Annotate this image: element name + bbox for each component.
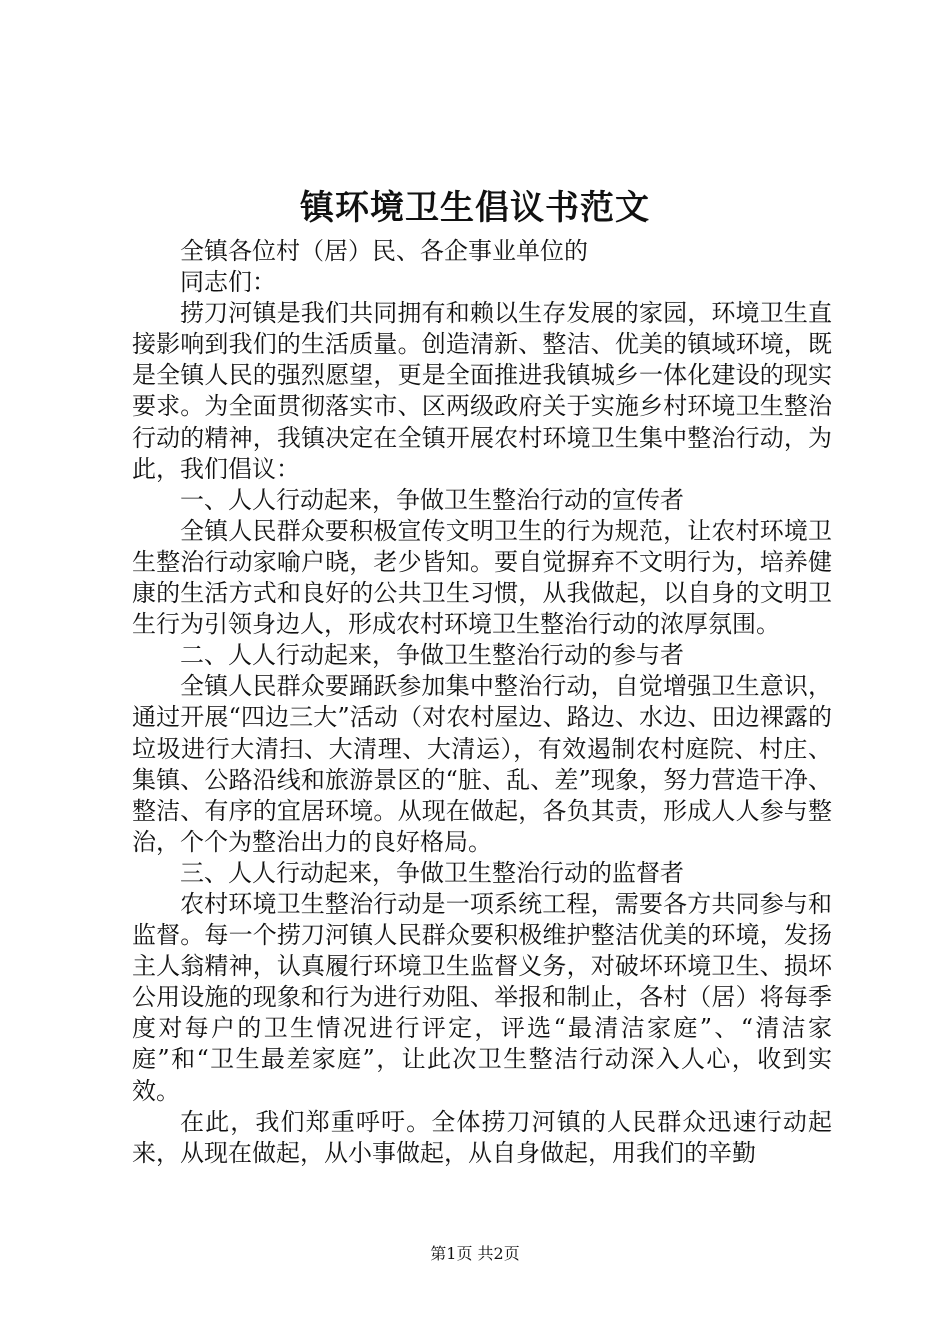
section-heading: 二、人人行动起来，争做卫生整治行动的参与者 bbox=[180, 641, 684, 670]
document-body bbox=[132, 236, 832, 1169]
salutation-line: 全镇各位村（居）民、各企事业单位的 bbox=[180, 237, 588, 265]
section-heading: 一、人人行动起来，争做卫生整治行动的宣传者 bbox=[180, 485, 684, 514]
page-number-footer: 第1页 共2页 bbox=[430, 1244, 520, 1263]
body-paragraph: 农村环境卫生整治行动是一项系统工程，需要各方共同参与和监督。每一个捞刀河镇人民群众要积极维护整洁优美的环境，发扬主人翁精神，认真履行环境卫生监督义务，对破坏环境卫生、损坏公用设施的现象和行为进行劝阻、举报和制止，各村（居）将每季度对每户的卫生情况进行评定，评选“最清洁家庭”、“清洁家庭”和“卫生最差家庭”，让此次卫生整洁行动深入人心，收到实效。 bbox=[132, 889, 832, 1105]
body-paragraph: 在此，我们郑重呼吁。全体捞刀河镇的人民群众迅速行动起来，从现在做起，从小事做起，从自身做起，用我们的辛勤 bbox=[132, 1107, 832, 1167]
document-title: 镇环境卫生倡议书范文 bbox=[300, 188, 650, 228]
body-paragraph: 捞刀河镇是我们共同拥有和赖以生存发展的家园，环境卫生直接影响到我们的生活质量。创造清新、整洁、优美的镇域环境，既是全镇人民的强烈愿望，更是全面推进我镇城乡一体化建设的现实要求。为全面贯彻落实市、区两级政府关于实施乡村环境卫生整治行动的精神，我镇决定在全镇开展农村环境卫生集中整治行动，为此，我们倡议： bbox=[132, 299, 832, 483]
body-paragraph: 全镇人民群众要积极宣传文明卫生的行为规范，让农村环境卫生整治行动家喻户晓，老少皆知。要自觉摒弃不文明行为，培养健康的生活方式和良好的公共卫生习惯，从我做起，以自身的文明卫生行为引领身边人，形成农村环境卫生整治行动的浓厚氛围。 bbox=[132, 516, 832, 639]
section-heading: 三、人人行动起来，争做卫生整治行动的监督者 bbox=[180, 858, 684, 887]
salutation-line: 同志们： bbox=[180, 268, 276, 297]
body-paragraph: 全镇人民群众要踊跃参加集中整治行动，自觉增强卫生意识，通过开展“四边三大”活动（对农村屋边、路边、水边、田边裸露的垃圾进行大清扫、大清理、大清运），有效遏制农村庭院、村庄、集镇、公路沿线和旅游景区的“脏、乱、差”现象，努力营造干净、整洁、有序的宜居环境。从现在做起，各负其责，形成人人参与整治，个个为整治出力的良好格局。 bbox=[132, 672, 832, 856]
